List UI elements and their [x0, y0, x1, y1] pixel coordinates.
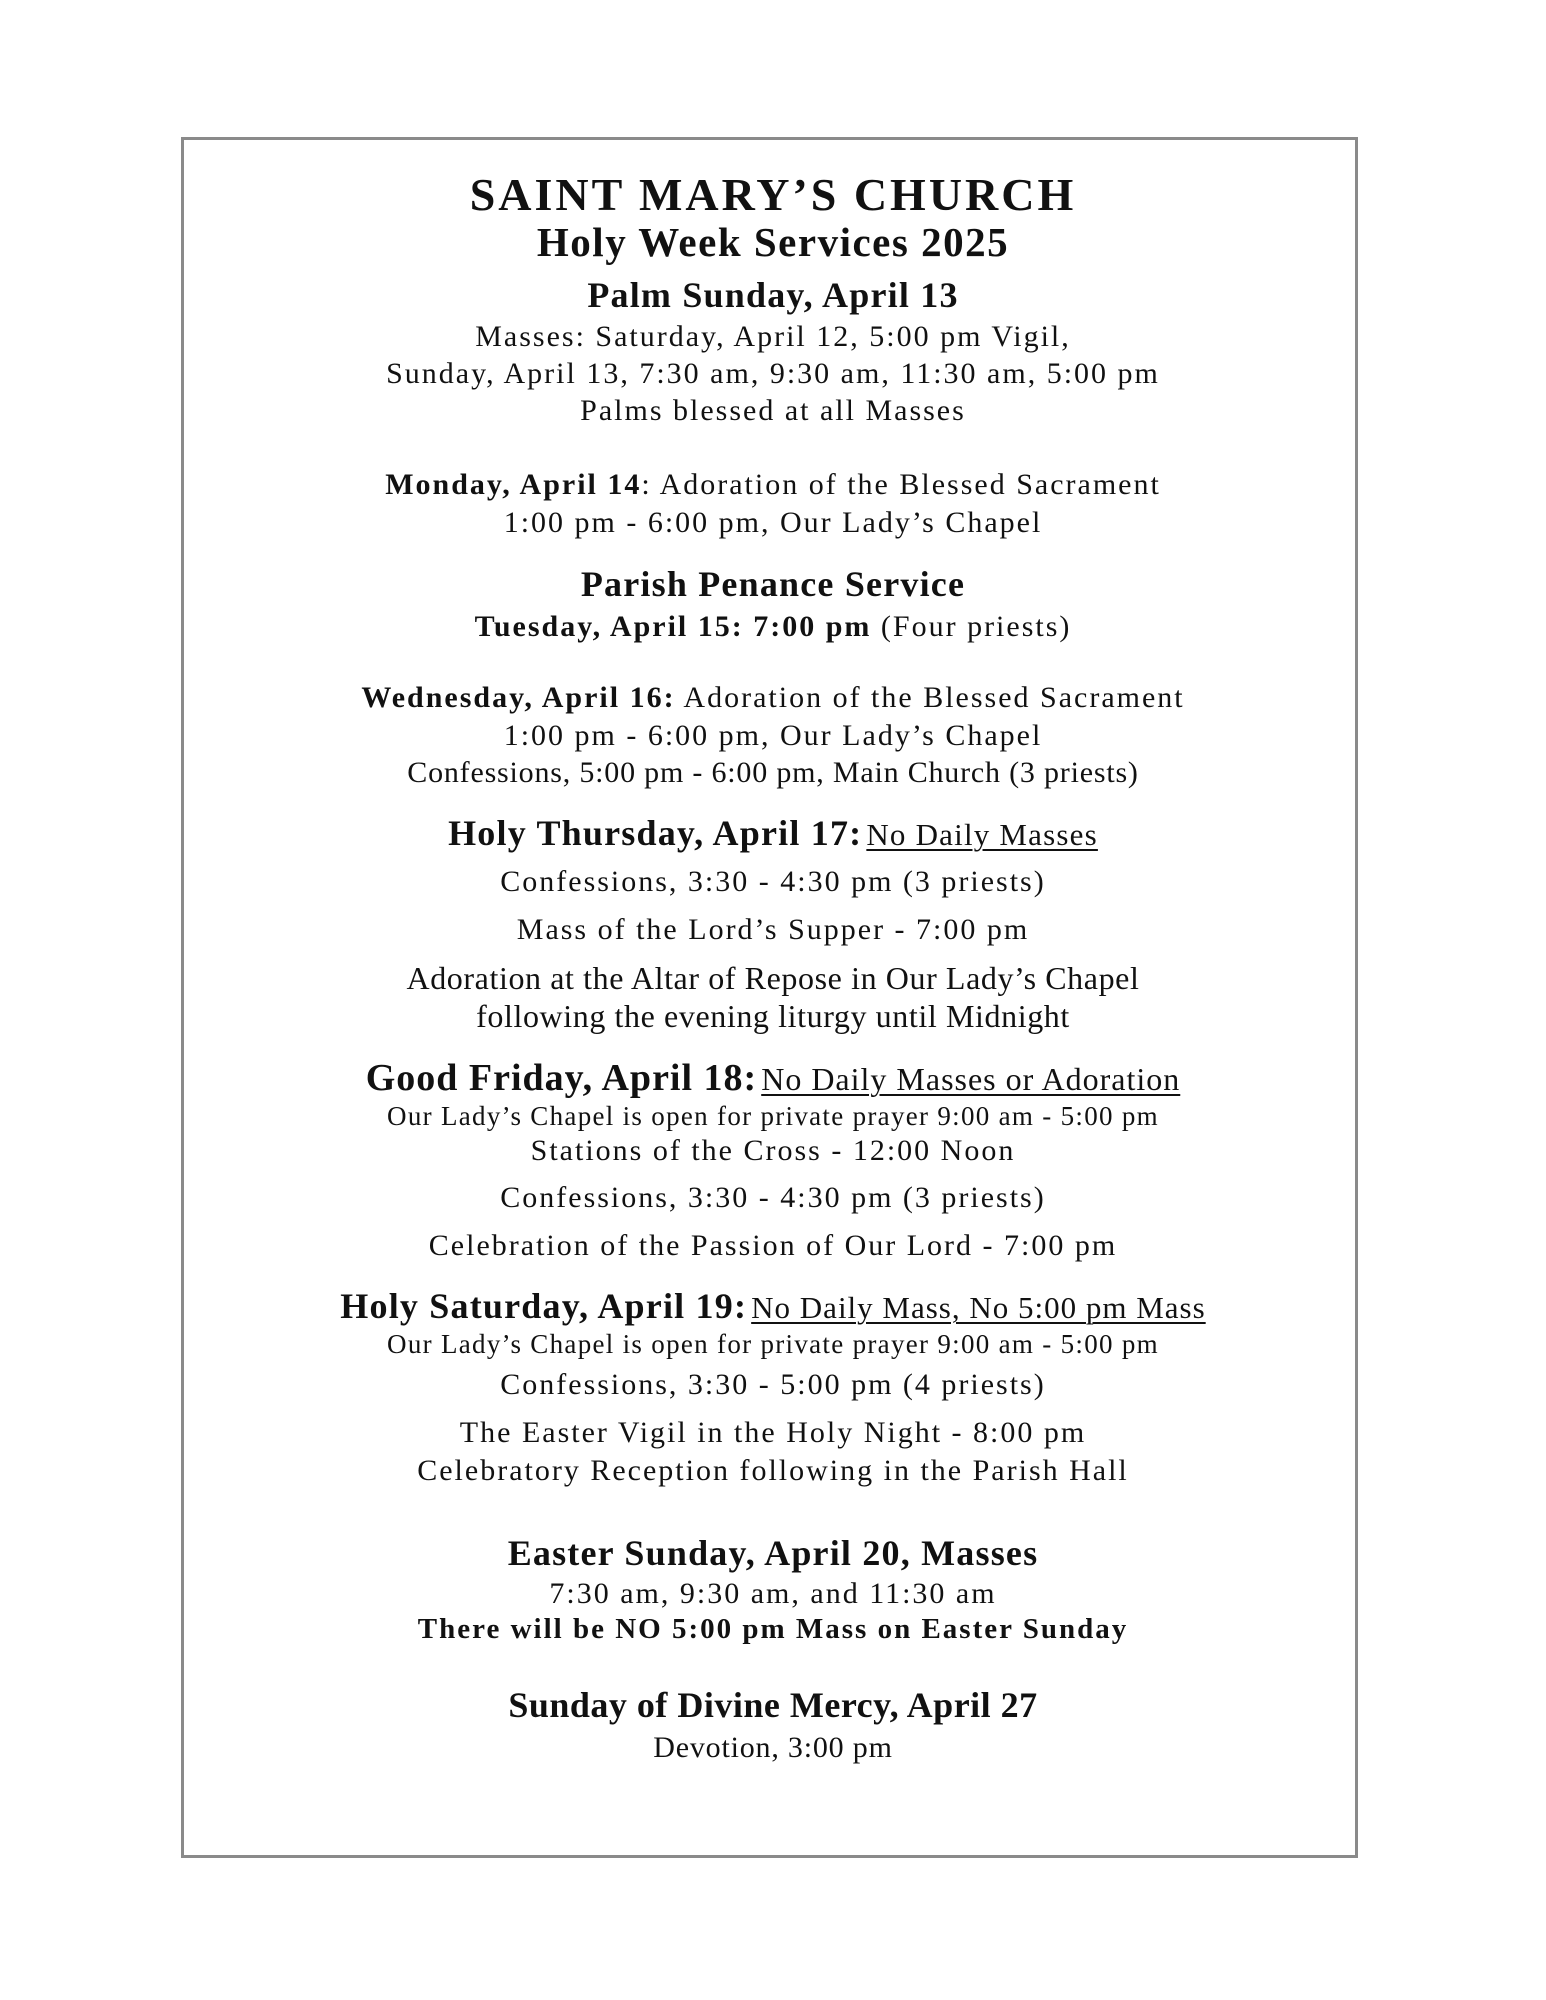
holy-saturday-heading: Holy Saturday, April 19:: [340, 1286, 748, 1326]
holy-thursday-adoration-line-1: Adoration at the Altar of Repose in Our Lady’s Chapel: [406, 960, 1140, 996]
church-title: SAINT MARY’S CHURCH: [469, 169, 1077, 220]
penance-service-priests: (Four priests): [871, 610, 1072, 643]
holy-thursday-no-masses-note: No Daily Masses: [866, 817, 1098, 852]
easter-sunday-mass-times: 7:30 am, 9:30 am, and 11:30 am: [549, 1577, 997, 1610]
easter-sunday-heading: Easter Sunday, April 20, Masses: [507, 1533, 1039, 1573]
wednesday-adoration-text: Adoration of the Blessed Sacrament: [675, 681, 1185, 714]
good-friday-confessions: Confessions, 3:30 - 4:30 pm (3 priests): [500, 1181, 1046, 1214]
wednesday-adoration-line: [0, 683, 1546, 713]
good-friday-passion-celebration: Celebration of the Passion of Our Lord - 7:00 pm: [428, 1229, 1118, 1262]
penance-service-time-line: [0, 612, 1546, 642]
holy-thursday-confessions: Confessions, 3:30 - 4:30 pm (3 priests): [500, 865, 1046, 898]
page-subtitle: Holy Week Services 2025: [536, 219, 1010, 265]
holy-thursday-adoration-line-2: following the evening liturgy until Midnight: [476, 998, 1070, 1034]
good-friday-stations: Stations of the Cross - 12:00 Noon: [530, 1134, 1016, 1167]
holy-saturday-confessions: Confessions, 3:30 - 5:00 pm (4 priests): [500, 1368, 1046, 1401]
palm-sunday-heading: Palm Sunday, April 13: [587, 275, 959, 315]
penance-service-time: Tuesday, April 15: 7:00 pm: [474, 610, 872, 643]
easter-sunday-no-evening-mass: There will be NO 5:00 pm Mass on Easter Sunday: [417, 1613, 1129, 1645]
monday-label: Monday, April 14: [385, 468, 642, 501]
holy-thursday-heading-line: [0, 815, 1546, 851]
good-friday-heading: Good Friday, April 18:: [365, 1057, 758, 1099]
good-friday-no-masses-note: No Daily Masses or Adoration: [761, 1061, 1181, 1097]
good-friday-heading-line: [0, 1059, 1546, 1097]
holy-thursday-heading: Holy Thursday, April 17:: [448, 813, 863, 853]
wednesday-label: Wednesday, April 16:: [361, 681, 676, 714]
wednesday-adoration-time: 1:00 pm - 6:00 pm, Our Lady’s Chapel: [503, 719, 1043, 752]
palm-sunday-palms-note: Palms blessed at all Masses: [580, 394, 966, 427]
holy-saturday-easter-vigil: The Easter Vigil in the Holy Night - 8:00 pm: [459, 1416, 1087, 1449]
monday-adoration-text: : Adoration of the Blessed Sacrament: [641, 468, 1161, 501]
holy-saturday-chapel-hours: Our Lady’s Chapel is open for private prayer 9:00 am - 5:00 pm: [387, 1329, 1159, 1359]
divine-mercy-devotion: Devotion, 3:00 pm: [653, 1731, 893, 1764]
good-friday-chapel-hours: Our Lady’s Chapel is open for private prayer 9:00 am - 5:00 pm: [387, 1101, 1159, 1131]
wednesday-confessions: Confessions, 5:00 pm - 6:00 pm, Main Church (3 priests): [407, 756, 1139, 789]
holy-saturday-heading-line: [0, 1288, 1546, 1324]
divine-mercy-heading: Sunday of Divine Mercy, April 27: [508, 1685, 1038, 1725]
holy-saturday-no-mass-note: No Daily Mass, No 5:00 pm Mass: [751, 1290, 1206, 1325]
monday-adoration-time: 1:00 pm - 6:00 pm, Our Lady’s Chapel: [503, 506, 1043, 539]
palm-sunday-masses-line-1: Masses: Saturday, April 12, 5:00 pm Vigil,: [475, 320, 1071, 353]
palm-sunday-masses-line-2: Sunday, April 13, 7:30 am, 9:30 am, 11:30 am, 5:00 pm: [386, 357, 1160, 390]
holy-saturday-reception: Celebratory Reception following in the Parish Hall: [417, 1454, 1129, 1487]
penance-service-heading: Parish Penance Service: [580, 564, 966, 604]
monday-adoration-line: [0, 470, 1546, 500]
holy-thursday-lords-supper: Mass of the Lord’s Supper - 7:00 pm: [516, 913, 1030, 946]
